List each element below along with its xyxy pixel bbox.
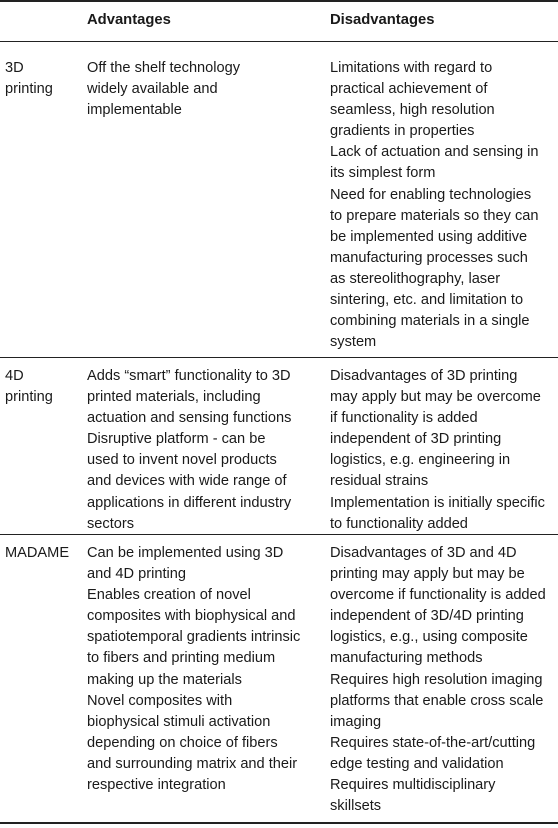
advantages-4d-printing <box>87 366 315 535</box>
text-line: manufacturing processes such <box>330 249 528 266</box>
header-rule <box>0 41 558 42</box>
text-line: Requires high resolution imaging <box>330 671 543 688</box>
text-line: biophysical stimuli activation <box>87 713 271 730</box>
text-line: composites with biophysical and <box>87 608 296 625</box>
text-line: and 4D printing <box>87 566 186 583</box>
text-line: its simplest form <box>330 165 436 182</box>
table-top-rule <box>0 0 558 2</box>
text-line: as stereolithography, laser <box>330 270 501 287</box>
text-line: making up the materials <box>87 671 242 688</box>
text-line: to functionality added <box>330 515 468 532</box>
row-label-line: MADAME <box>5 545 70 561</box>
text-line: and surrounding matrix and their <box>87 755 298 772</box>
text-line: system <box>330 334 377 351</box>
advantages-3d-printing <box>87 58 315 121</box>
row-label-madame <box>5 543 77 564</box>
text-line: logistics, e.g., using composite <box>330 629 528 646</box>
header-advantages: Advantages <box>87 12 171 28</box>
text-line: sectors <box>87 515 135 532</box>
text-line: Disruptive platform - can be <box>87 431 266 448</box>
text-line: to fibers and printing medium <box>87 650 276 667</box>
row-label-line: 3D <box>5 60 24 76</box>
text-line: manufacturing methods <box>330 650 483 667</box>
text-line: sintering, etc. and limitation to <box>330 292 524 309</box>
text-line: Novel composites with <box>87 692 233 709</box>
text-line: depending on choice of fibers <box>87 734 278 751</box>
text-line: Implementation is initially specific <box>330 494 545 511</box>
header-disadvantages: Disadvantages <box>330 12 435 28</box>
text-line: seamless, high resolution <box>330 102 495 119</box>
text-line: Requires state-of-the-art/cutting <box>330 734 536 751</box>
text-line: implementable <box>87 102 182 119</box>
row-rule <box>0 534 558 535</box>
text-line: imaging <box>330 713 382 730</box>
text-line: Need for enabling technologies <box>330 186 532 203</box>
text-line: may apply but may be overcome <box>330 389 541 406</box>
text-line: printing may apply but may be <box>330 566 525 583</box>
text-line: if functionality is added <box>330 410 478 427</box>
text-line: Can be implemented using 3D <box>87 545 284 561</box>
text-line: used to invent novel products <box>87 452 277 469</box>
text-line: combining materials in a single <box>330 313 530 330</box>
text-line: to prepare materials so they can <box>330 207 539 224</box>
text-line: skillsets <box>330 798 382 815</box>
text-line: applications in different industry <box>87 494 292 511</box>
text-line: Limitations with regard to <box>330 60 493 76</box>
text-line: logistics, e.g. engineering in <box>330 452 511 469</box>
text-line: residual strains <box>330 473 429 490</box>
text-line: printed materials, including <box>87 389 261 406</box>
text-line: edge testing and validation <box>330 755 504 772</box>
text-line: Enables creation of novel <box>87 587 251 604</box>
table-bottom-rule <box>0 822 558 824</box>
text-line: be implemented using additive <box>330 228 528 245</box>
text-line: actuation and sensing functions <box>87 410 292 427</box>
row-label-4d-printing <box>5 366 77 408</box>
text-line: platforms that enable cross scale <box>330 692 544 709</box>
text-line: widely available and <box>87 81 218 98</box>
text-line: respective integration <box>87 777 226 794</box>
text-line: Adds “smart” functionality to 3D <box>87 368 291 384</box>
row-label-line: 4D <box>5 368 24 384</box>
row-label-line: printing <box>5 81 53 98</box>
text-line: and devices with wide range of <box>87 473 287 490</box>
text-line: Disadvantages of 3D printing <box>330 368 518 384</box>
text-line: Requires multidisciplinary <box>330 777 496 794</box>
text-line: Disadvantages of 3D and 4D <box>330 545 517 561</box>
row-rule <box>0 357 558 358</box>
disadvantages-3d-printing <box>330 58 555 353</box>
disadvantages-4d-printing <box>330 366 555 535</box>
advantages-madame <box>87 543 315 796</box>
text-line: Lack of actuation and sensing in <box>330 144 539 161</box>
disadvantages-madame <box>330 543 555 817</box>
text-line: independent of 3D/4D printing <box>330 608 524 625</box>
row-label-3d-printing <box>5 58 77 100</box>
row-label-line: printing <box>5 389 53 406</box>
text-line: gradients in properties <box>330 123 475 140</box>
text-line: independent of 3D printing <box>330 431 502 448</box>
text-line: practical achievement of <box>330 81 488 98</box>
text-line: Off the shelf technology <box>87 60 241 76</box>
text-line: spatiotemporal gradients intrinsic <box>87 629 301 646</box>
text-line: overcome if functionality is added <box>330 587 546 604</box>
